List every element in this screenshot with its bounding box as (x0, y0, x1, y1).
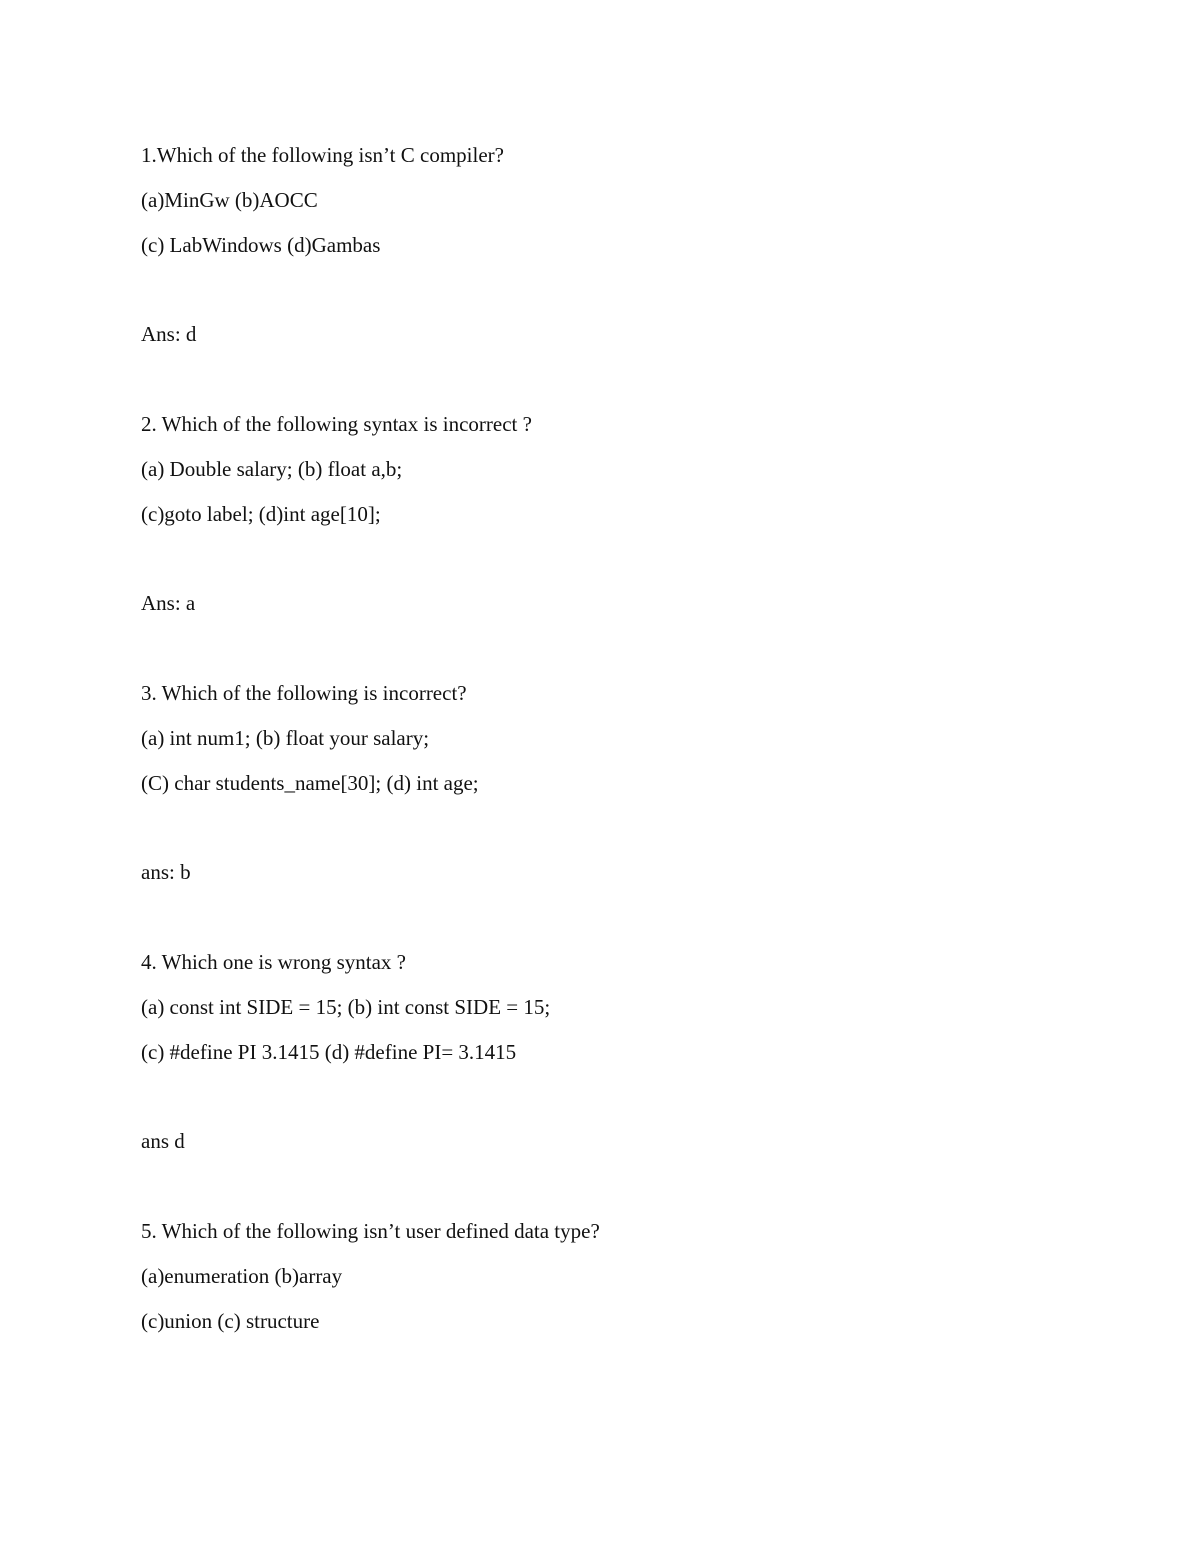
question-3-options-line-1: (a) int num1; (b) float your salary; (141, 726, 430, 750)
question-3-text: 3. Which of the following is incorrect? (141, 681, 467, 705)
question-2-answer: Ans: a (141, 591, 196, 615)
question-5-text: 5. Which of the following isn’t user defined data type? (141, 1219, 600, 1243)
question-4-options-line-2: (c) #define PI 3.1415 (d) #define PI= 3.1415 (141, 1040, 517, 1064)
question-5-options-line-2: (c)union (c) structure (141, 1309, 320, 1333)
question-3-options-line-2: (C) char students_name[30]; (d) int age; (141, 771, 479, 795)
question-4-options-line-1: (a) const int SIDE = 15; (b) int const SIDE = 15; (141, 995, 551, 1019)
question-4-answer: ans d (141, 1129, 185, 1153)
question-2-text: 2. Which of the following syntax is incorrect ? (141, 412, 532, 436)
question-4-text: 4. Which one is wrong syntax ? (141, 950, 406, 974)
question-5-options-line-1: (a)enumeration (b)array (141, 1264, 343, 1288)
question-2-options-line-2: (c)goto label; (d)int age[10]; (141, 502, 381, 526)
question-1-options-line-1: (a)MinGw (b)AOCC (141, 188, 318, 212)
question-1-answer: Ans: d (141, 322, 197, 346)
question-3-answer: ans: b (141, 860, 191, 884)
question-2-options-line-1: (a) Double salary; (b) float a,b; (141, 457, 403, 481)
question-1-options-line-2: (c) LabWindows (d)Gambas (141, 233, 381, 257)
question-1-text: 1.Which of the following isn’t C compiler? (141, 143, 504, 167)
